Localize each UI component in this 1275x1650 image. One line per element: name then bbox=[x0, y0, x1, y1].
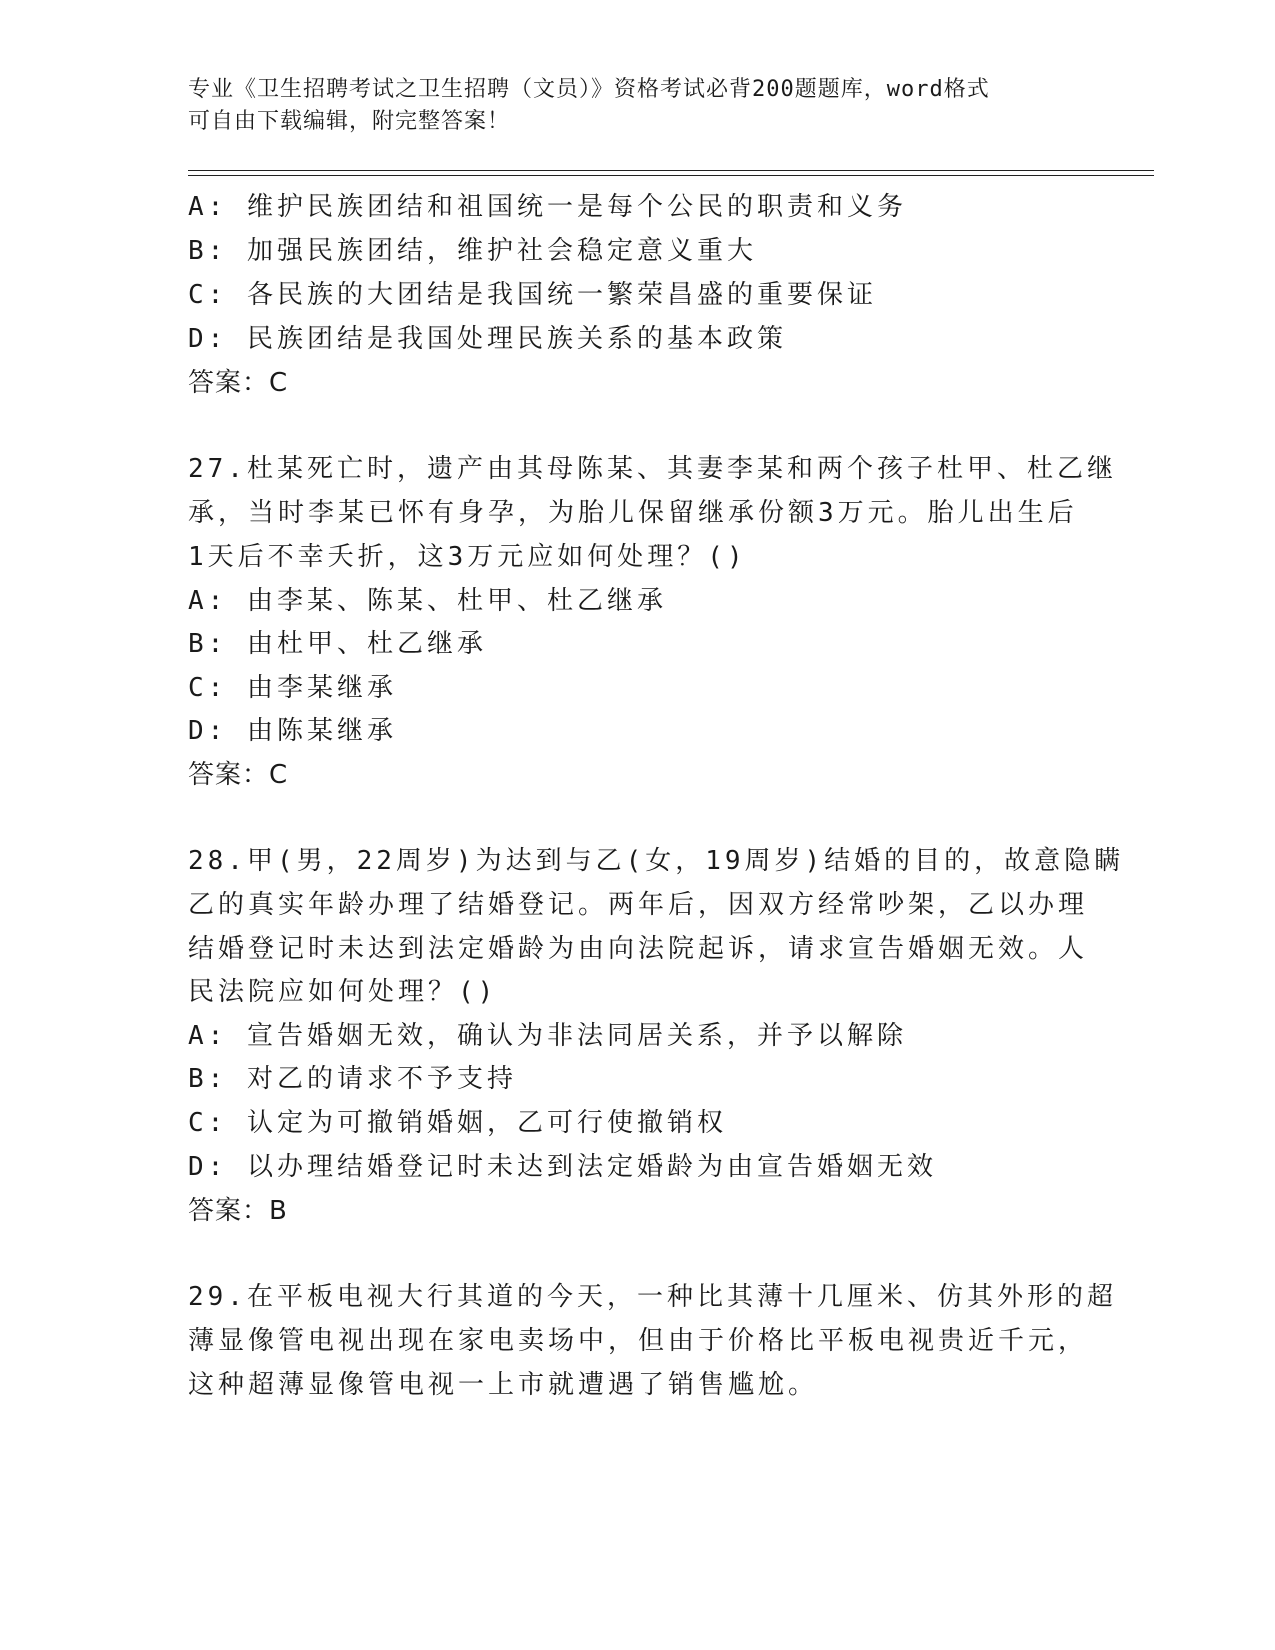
q29-text-line-2: 薄显像管电视出现在家电卖场中，但由于价格比平板电视贵近千元， bbox=[188, 1326, 1089, 1356]
prev-answer: 答案：C bbox=[188, 368, 289, 398]
q28-text-line-3: 结婚登记时未达到法定婚龄为由向法院起诉，请求宣告婚姻无效。人 bbox=[188, 934, 1089, 964]
q27-text-line-3: 1天后不幸夭折，这3万元应如何处理？() bbox=[188, 542, 747, 572]
header-rule-bottom bbox=[188, 175, 1154, 176]
q27-text-line-2: 承，当时李某已怀有身孕，为胎儿保留继承份额3万元。胎儿出生后 bbox=[188, 498, 1078, 528]
q28-option-b: B: 对乙的请求不予支持 bbox=[188, 1064, 517, 1094]
prev-option-a: A: 维护民族团结和祖国统一是每个公民的职责和义务 bbox=[188, 192, 907, 222]
q28-text-line-4: 民法院应如何处理？() bbox=[188, 977, 498, 1007]
q29-text-line-1: 29.在平板电视大行其道的今天，一种比其薄十几厘米、仿其外形的超 bbox=[188, 1282, 1117, 1312]
header-line-2: 可自由下载编辑，附完整答案！ bbox=[188, 109, 511, 134]
q28-text-line-1: 28.甲(男，22周岁)为达到与乙(女，19周岁)结婚的目的，故意隐瞒 bbox=[188, 846, 1125, 876]
q27-text-line-1: 27.杜某死亡时，遗产由其母陈某、其妻李某和两个孩子杜甲、杜乙继 bbox=[188, 454, 1117, 484]
header-rule-top bbox=[188, 170, 1154, 171]
q27-option-b: B: 由杜甲、杜乙继承 bbox=[188, 629, 487, 659]
prev-option-b: B: 加强民族团结，维护社会稳定意义重大 bbox=[188, 236, 757, 266]
document-header bbox=[188, 74, 1088, 138]
q28-answer: 答案：B bbox=[188, 1196, 288, 1226]
q28-text-line-2: 乙的真实年龄办理了结婚登记。两年后，因双方经常吵架，乙以办理 bbox=[188, 890, 1089, 920]
q27-option-a: A: 由李某、陈某、杜甲、杜乙继承 bbox=[188, 586, 667, 616]
header-line-1: 专业《卫生招聘考试之卫生招聘（文员）》资格考试必背200题题库，word格式 bbox=[188, 77, 990, 102]
q28-option-a: A: 宣告婚姻无效，确认为非法同居关系，并予以解除 bbox=[188, 1021, 907, 1051]
prev-option-d: D: 民族团结是我国处理民族关系的基本政策 bbox=[188, 324, 787, 354]
q27-option-d: D: 由陈某继承 bbox=[188, 716, 397, 746]
q28-option-d: D: 以办理结婚登记时未达到法定婚龄为由宣告婚姻无效 bbox=[188, 1152, 937, 1182]
q29-text-line-3: 这种超薄显像管电视一上市就遭遇了销售尴尬。 bbox=[188, 1370, 819, 1400]
q28-option-c: C: 认定为可撤销婚姻，乙可行使撤销权 bbox=[188, 1108, 727, 1138]
prev-option-c: C: 各民族的大团结是我国统一繁荣昌盛的重要保证 bbox=[188, 280, 877, 310]
q27-option-c: C: 由李某继承 bbox=[188, 673, 397, 703]
q27-answer: 答案：C bbox=[188, 760, 289, 790]
